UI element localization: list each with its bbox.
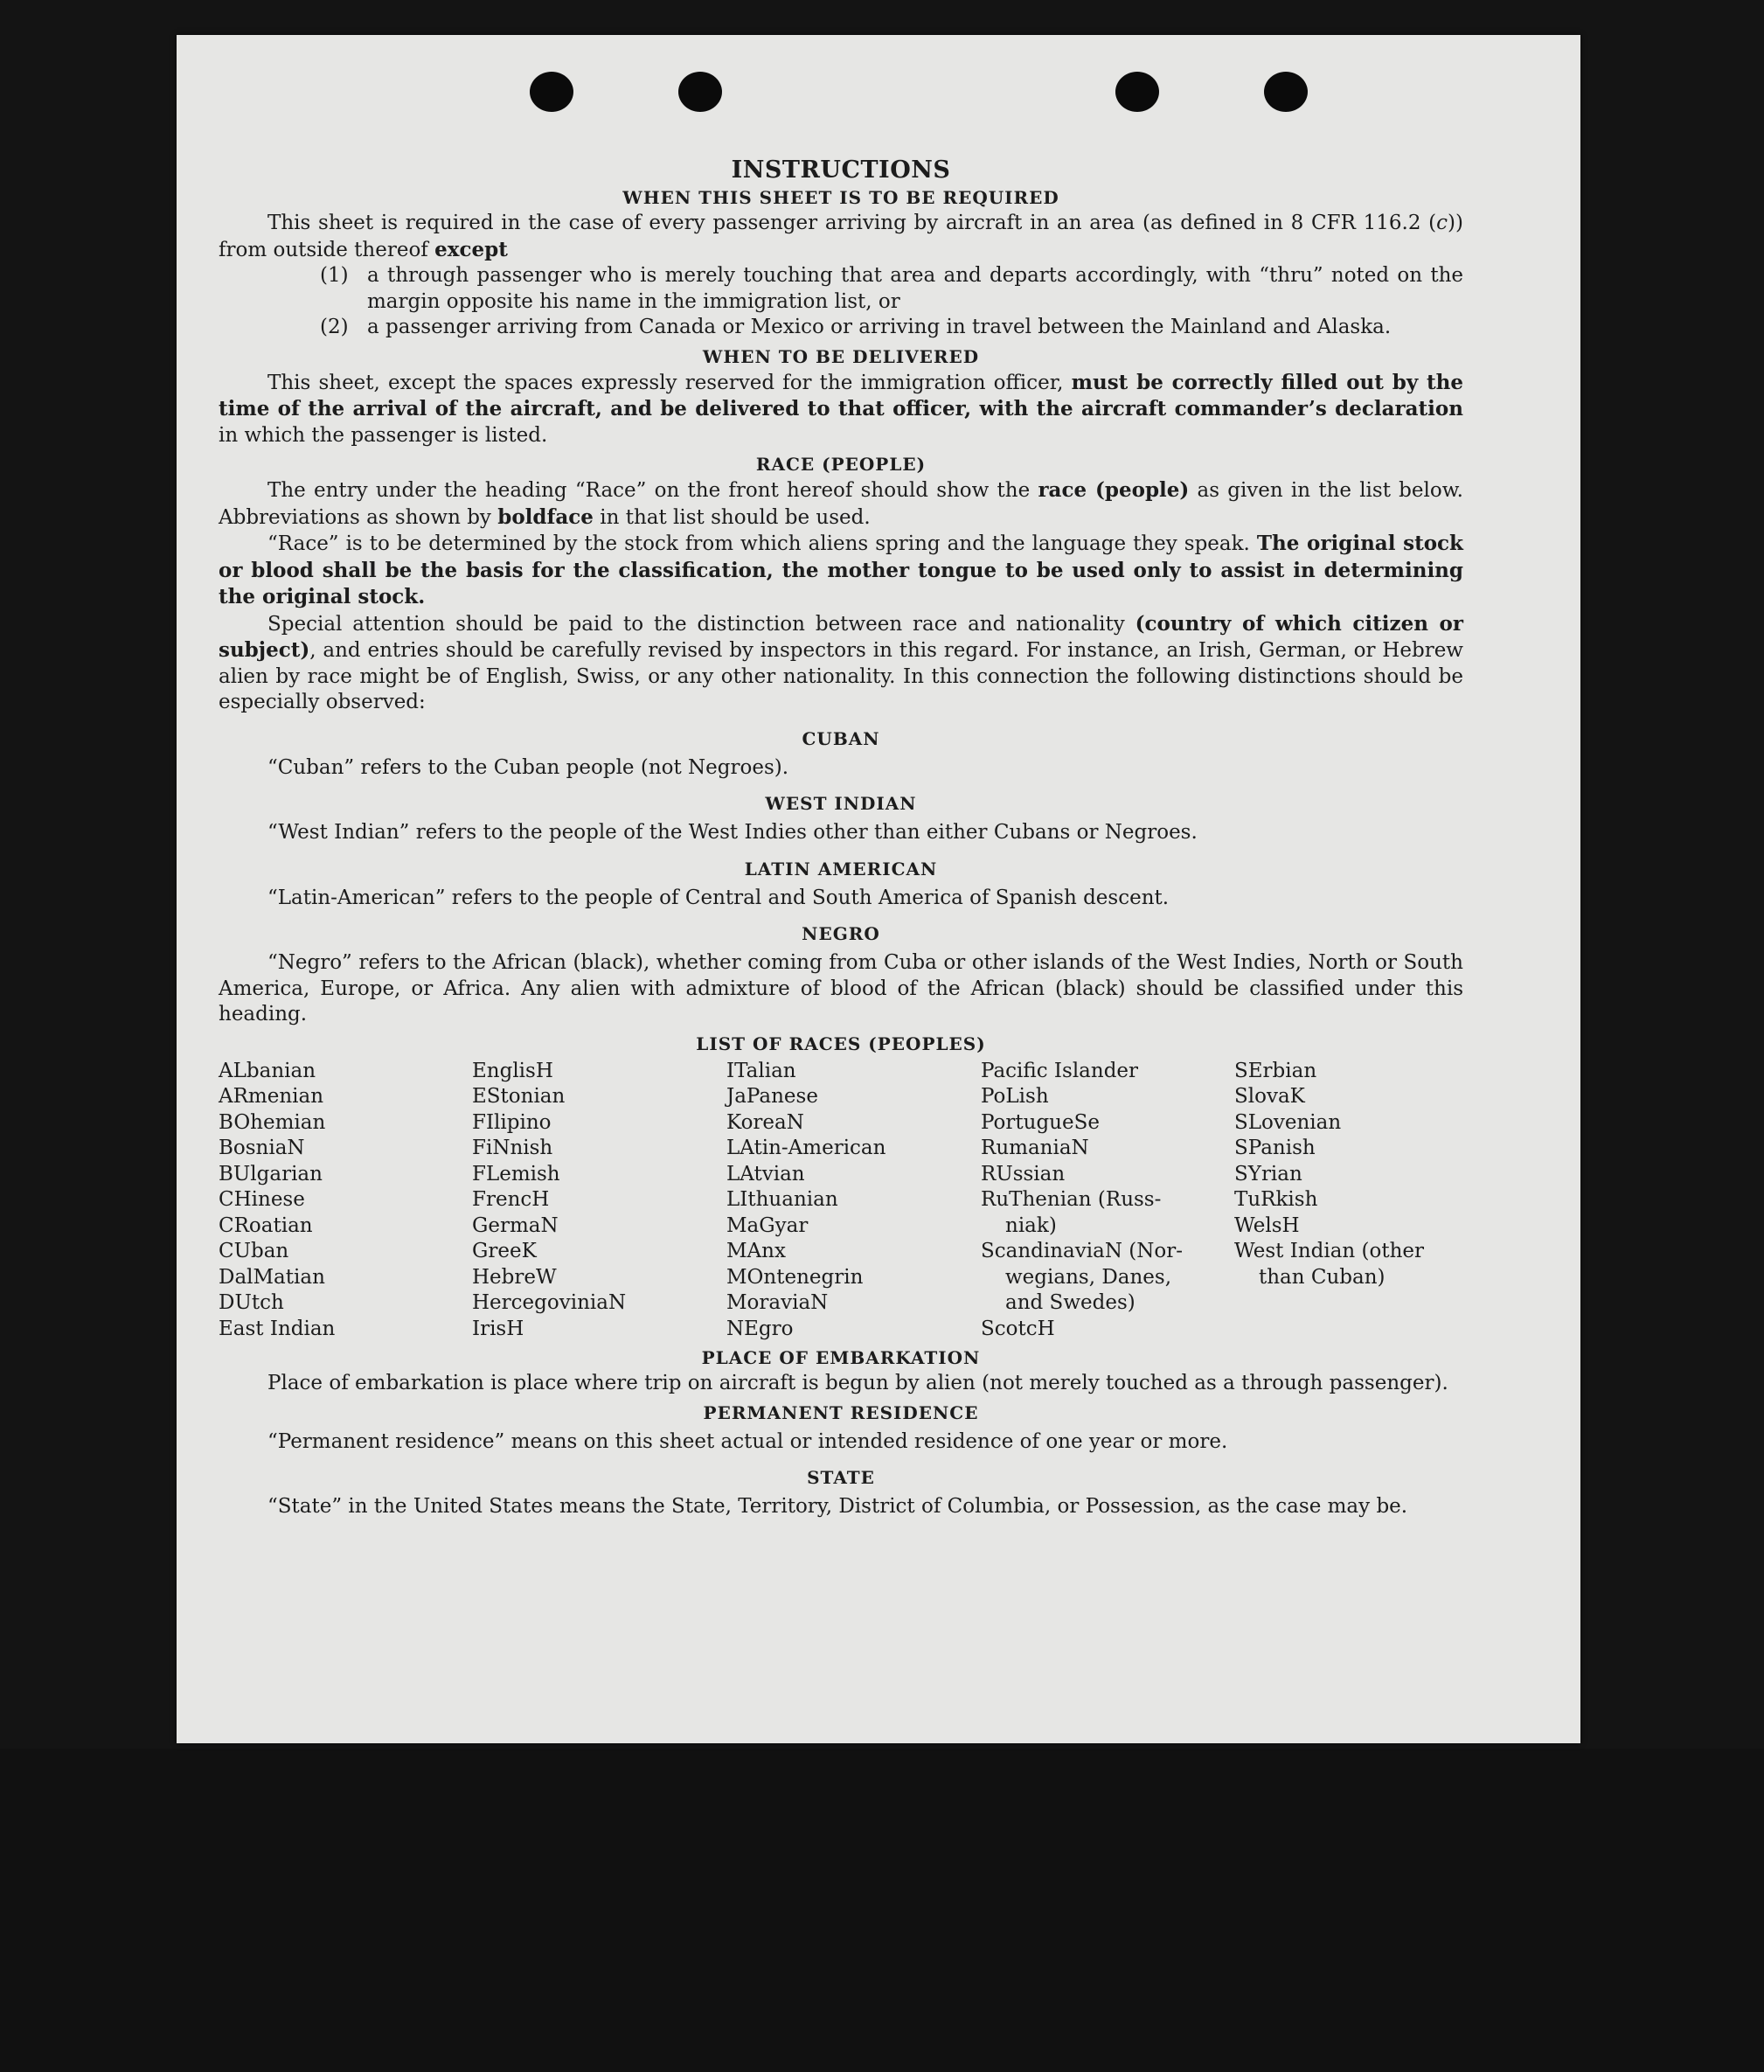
heading-latin-american: LATIN AMERICAN <box>744 858 938 880</box>
race-item: HercegoviniaN <box>472 1291 627 1314</box>
race-column-1 <box>219 1059 472 1343</box>
race-item: MOntenegrin <box>726 1265 864 1289</box>
race-item: FrencH <box>472 1188 550 1211</box>
race-item: HebreW <box>472 1265 557 1289</box>
instructions-body <box>219 156 1463 1520</box>
paragraph-race-2: “Race” is to be determined by the stock from which aliens spring and the language they speak. The original stock or blood shall be the basis for the classification, the mother tongue to be used only to assist in determining the original stock. <box>219 532 1463 608</box>
race-item: RumaniaN <box>981 1137 1089 1159</box>
paragraph-when-delivered: This sheet, except the spaces expressly reserved for the immigration officer, must be correctly filled out by the time of the arrival of the aircraft, and be delivered to that officer, with the aircraft commander’s declaration in which the passenger is listed. <box>219 370 1464 447</box>
heading-cuban: CUBAN <box>802 727 880 749</box>
race-item: NEgro <box>726 1317 794 1340</box>
page-title: INSTRUCTIONS <box>731 156 951 184</box>
race-item: Pacific Islander <box>981 1059 1139 1082</box>
heading-race: RACE (PEOPLE) <box>755 454 927 475</box>
paragraph-negro: “Negro” refers to the African (black), whether coming from Cuba or other islands of the West Indies, North or South America, Europe, or Africa. Any alien with admixture of blood of the African (black) should be classified under this heading. <box>219 951 1463 1026</box>
race-item: ScandinaviaN (Nor- <box>981 1240 1183 1262</box>
race-item: PoLish <box>981 1085 1049 1108</box>
race-item: SPanish <box>1234 1137 1316 1159</box>
punch-hole <box>1115 72 1159 112</box>
race-item: DalMatian <box>219 1265 325 1289</box>
race-item: PortugueSe <box>981 1110 1100 1134</box>
heading-when-delivered: WHEN TO BE DELIVERED <box>702 345 980 367</box>
race-item: FLemish <box>472 1162 560 1185</box>
paragraph-cuban: “Cuban” refers to the Cuban people (not Negroes). <box>267 755 789 779</box>
race-item: SYrian <box>1234 1162 1302 1185</box>
race-item: ALbanian <box>219 1059 316 1082</box>
race-item: MoraviaN <box>726 1291 829 1314</box>
race-item: JaPanese <box>726 1085 818 1108</box>
race-item: TuRkish <box>1234 1188 1318 1211</box>
heading-west-indian: WEST INDIAN <box>765 793 917 814</box>
paragraph-permanent-residence: “Permanent residence” means on this sheet actual or intended residence of one year or more. <box>267 1429 1228 1453</box>
race-list <box>219 1059 1463 1343</box>
race-item: GermaN <box>472 1213 559 1237</box>
race-column-4 <box>981 1059 1234 1343</box>
heading-permanent-residence: PERMANENT RESIDENCE <box>703 1401 979 1423</box>
race-column-2 <box>472 1059 726 1343</box>
heading-place-of-embarkation: PLACE OF EMBARKATION <box>701 1347 981 1368</box>
punch-hole <box>530 72 573 112</box>
race-item: BOhemian <box>219 1110 326 1134</box>
scan-background <box>0 1749 1764 2072</box>
race-item: EnglisH <box>472 1059 553 1082</box>
heading-negro: NEGRO <box>802 923 880 944</box>
race-item: CRoatian <box>219 1213 313 1237</box>
race-item: LIthuanian <box>726 1188 838 1211</box>
race-item: CHinese <box>219 1188 305 1211</box>
race-item: FiNnish <box>472 1137 553 1159</box>
race-item: LAtin-American <box>726 1137 886 1159</box>
heading-when-required: WHEN THIS SHEET IS TO BE REQUIRED <box>622 187 1059 208</box>
race-item: than Cuban) <box>1259 1265 1386 1289</box>
race-item: GreeK <box>472 1240 537 1262</box>
exception-item-2: (2) a passenger arriving from Canada or Mexico or arriving in travel between the Mainland and Alaska. <box>320 316 1392 338</box>
race-item: ITalian <box>726 1059 796 1082</box>
paragraph-state: “State” in the United States means the State, Territory, District of Columbia, or Possession, as the case may be. <box>267 1495 1408 1518</box>
race-item: DUtch <box>219 1291 284 1314</box>
exception-item-1: (1) a through passenger who is merely touching that area and departs accordingly, with “thru” noted on the margin opposite his name in the immigration list, or <box>320 264 1463 313</box>
punch-hole <box>1264 72 1308 112</box>
race-item: and Swedes) <box>1005 1291 1135 1314</box>
race-item: BosniaN <box>219 1137 305 1159</box>
race-column-5 <box>1234 1059 1463 1343</box>
race-item: West Indian (other <box>1234 1240 1425 1262</box>
race-item: CUban <box>219 1240 289 1262</box>
heading-state: STATE <box>807 1467 875 1488</box>
race-item: FIlipino <box>472 1110 552 1134</box>
race-item: ScotcH <box>981 1317 1055 1340</box>
race-item: SLovenian <box>1234 1110 1342 1134</box>
race-item: KoreaN <box>726 1110 804 1134</box>
race-item: LAtvian <box>726 1162 805 1185</box>
race-item: SErbian <box>1234 1059 1317 1082</box>
paragraph-west-indian: “West Indian” refers to the people of the West Indies other than either Cubans or Negroes. <box>267 821 1198 844</box>
race-item: WelsH <box>1234 1213 1300 1237</box>
race-item: wegians, Danes, <box>1005 1265 1172 1289</box>
paragraph-race-3: Special attention should be paid to the distinction between race and nationality (country of which citizen or subject), and entries should be carefully revised by inspectors in this regard. For instance, an Irish, German, or Hebrew alien by race might be of English, Swiss, or any other nationality. In this connection the following distinctions should be especially observed: <box>219 611 1463 713</box>
race-item: MAnx <box>726 1240 786 1262</box>
race-item: EStonian <box>472 1085 566 1108</box>
race-item: RUssian <box>981 1162 1066 1185</box>
race-item: SlovaK <box>1234 1085 1305 1108</box>
paragraph-place-of-embarkation: Place of embarkation is place where trip on aircraft is begun by alien (not merely touched as a through passenger). <box>267 1372 1448 1394</box>
punch-hole <box>678 72 722 112</box>
paragraph-when-required: This sheet is required in the case of every passenger arriving by aircraft in an area (as defined in 8 CFR 116.2 (c)) from outside thereof except <box>219 212 1463 261</box>
race-column-3 <box>726 1059 981 1343</box>
paragraph-race-1: The entry under the heading “Race” on the front hereof should show the race (people) as given in the list below. Abbreviations as shown by boldface in that list should be used. <box>219 478 1463 529</box>
race-item: IrisH <box>472 1317 524 1340</box>
race-item: BUlgarian <box>219 1162 323 1185</box>
paragraph-latin-american: “Latin-American” refers to the people of Central and South America of Spanish descent. <box>267 886 1170 909</box>
heading-list-of-races: LIST OF RACES (PEOPLES) <box>696 1033 986 1054</box>
race-item: East Indian <box>219 1317 336 1340</box>
document-sheet <box>177 35 1580 1743</box>
race-item: RuThenian (Russ- <box>981 1188 1162 1211</box>
race-item: MaGyar <box>726 1213 809 1237</box>
race-item: niak) <box>1005 1213 1057 1237</box>
race-item: ARmenian <box>219 1085 324 1108</box>
